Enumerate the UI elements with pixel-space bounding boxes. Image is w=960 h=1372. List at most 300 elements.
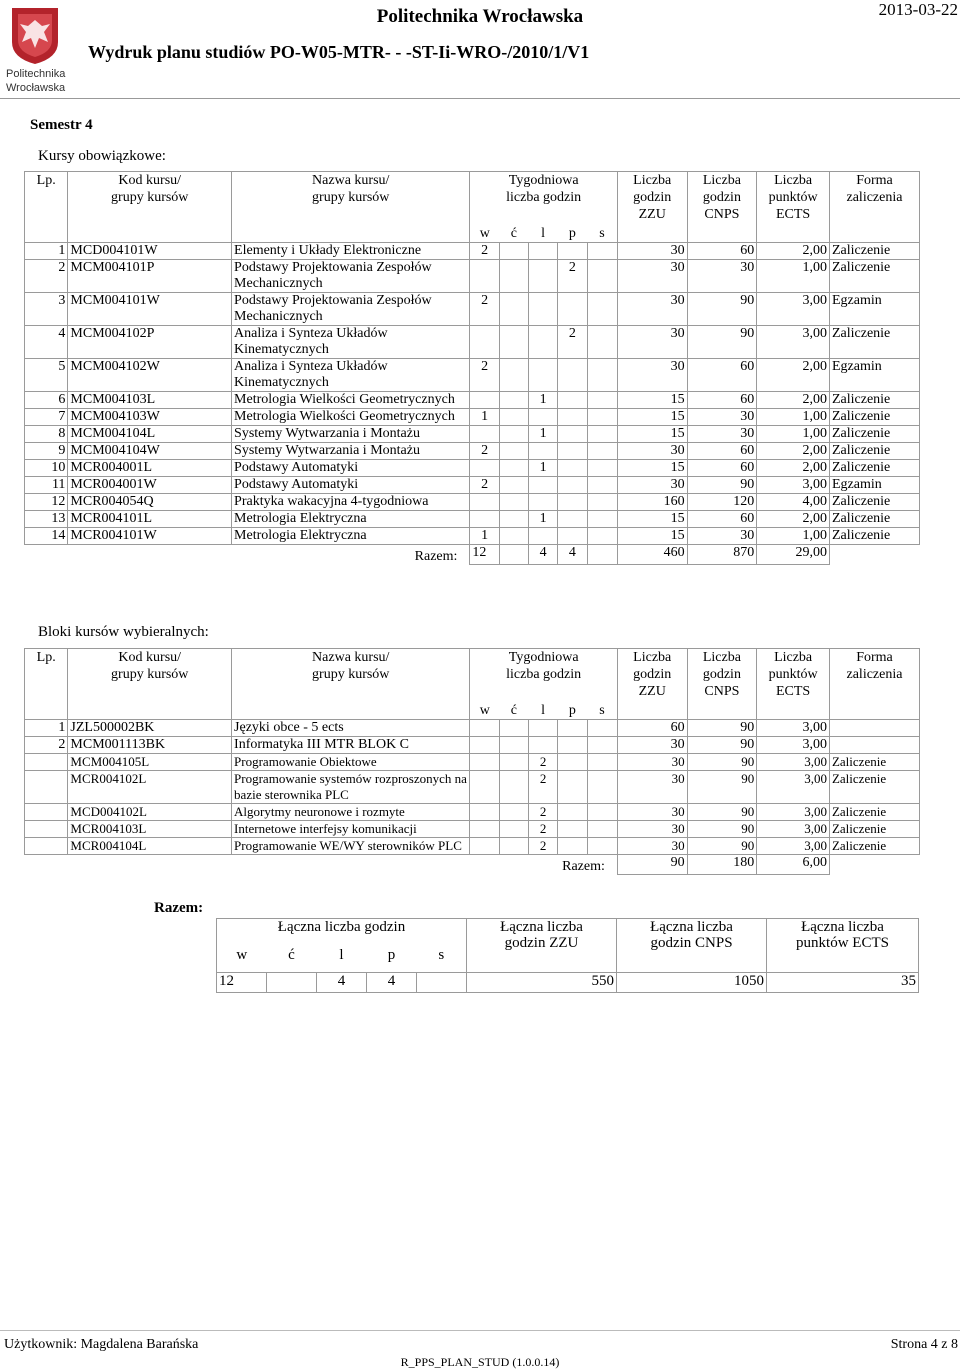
- university-name: Politechnika Wrocławska: [376, 6, 584, 27]
- course-cell-p: [558, 511, 587, 528]
- total-s: [587, 545, 617, 565]
- blk-col-l: l: [541, 702, 546, 718]
- logo-text-2: Wrocławska: [6, 82, 66, 94]
- course-cell-cnps: 60: [687, 243, 757, 260]
- course-cell-p: [558, 426, 587, 443]
- block-row: [25, 737, 920, 754]
- block-cell-w: [470, 720, 499, 737]
- block-row: [25, 771, 920, 804]
- course-row: [25, 359, 920, 392]
- course-cell-name: Podstawy Projektowania Zespołów Mechanicznych: [232, 260, 470, 293]
- course-cell-s: [587, 426, 617, 443]
- section-obligatory: Kursy obowiązkowe:: [38, 148, 166, 164]
- footer-code: R_PPS_PLAN_STUD (1.0.0.14): [400, 1355, 560, 1369]
- print-date: 2013-03-22: [878, 0, 958, 19]
- course-cell-form: Zaliczenie: [829, 511, 919, 528]
- course-cell-w: 2: [470, 243, 499, 260]
- block-cell-p: [558, 804, 587, 821]
- total-ects: 29,00: [757, 545, 830, 565]
- course-cell-code: MCR004054Q: [68, 494, 232, 511]
- course-row: [25, 293, 920, 326]
- course-cell-cnps: 30: [687, 528, 757, 545]
- course-cell-l: [528, 293, 557, 326]
- sum-col-s: s: [417, 947, 467, 973]
- course-cell-form: Zaliczenie: [829, 494, 919, 511]
- course-cell-s: [587, 409, 617, 426]
- blocks-total-label: Razem:: [562, 858, 605, 874]
- course-row: [25, 511, 920, 528]
- course-cell-cnps: 60: [687, 443, 757, 460]
- course-cell-zzu: 15: [617, 392, 687, 409]
- block-cell-lp: [25, 754, 68, 771]
- block-cell-ects: 3,00: [757, 838, 830, 855]
- block-cell-lp: [25, 771, 68, 804]
- footer-page: Strona 4 z 8: [890, 1337, 958, 1352]
- footer-user: Użytkownik: Magdalena Barańska: [4, 1337, 199, 1352]
- course-cell-s: [587, 392, 617, 409]
- summary-label: Razem:: [154, 900, 204, 916]
- summary-table: [216, 918, 919, 993]
- block-cell-ects: 3,00: [757, 737, 830, 754]
- course-cell-form: Zaliczenie: [829, 528, 919, 545]
- course-cell-cnps: 60: [687, 460, 757, 477]
- course-cell-c: [499, 460, 528, 477]
- block-row: [25, 821, 920, 838]
- logo-text-1: Politechnika: [6, 68, 66, 80]
- course-cell-name: Metrologia Elektryczna: [232, 511, 470, 528]
- sum-val-l: 4: [317, 973, 367, 993]
- block-cell-l: 2: [528, 838, 557, 855]
- block-cell-c: [499, 804, 528, 821]
- course-cell-w: 2: [470, 359, 499, 392]
- course-cell-w: [470, 494, 499, 511]
- course-cell-form: Zaliczenie: [829, 409, 919, 426]
- course-cell-c: [499, 359, 528, 392]
- course-cell-w: 1: [470, 409, 499, 426]
- course-cell-s: [587, 494, 617, 511]
- course-cell-ects: 3,00: [757, 326, 830, 359]
- course-cell-c: [499, 443, 528, 460]
- block-cell-name: Programowanie systemów rozproszonych na bazie sterownika PLC: [232, 771, 470, 804]
- course-cell-w: [470, 511, 499, 528]
- block-cell-cnps: 90: [687, 771, 757, 804]
- sum-col-p: p: [387, 946, 396, 963]
- summary-zzu-head: Łączna liczba godzin ZZU: [467, 919, 617, 973]
- course-cell-zzu: 30: [617, 359, 687, 392]
- block-cell-form: Zaliczenie: [829, 771, 919, 804]
- block-cell-p: [558, 754, 587, 771]
- course-cell-c: [499, 426, 528, 443]
- block-cell-cnps: 90: [687, 737, 757, 754]
- course-cell-ects: 1,00: [757, 528, 830, 545]
- course-cell-zzu: 30: [617, 243, 687, 260]
- course-cell-name: Systemy Wytwarzania i Montażu: [232, 426, 470, 443]
- col-form: Forma zaliczenia: [829, 172, 919, 243]
- course-cell-l: [528, 443, 557, 460]
- course-cell-lp: 1: [25, 243, 68, 260]
- block-cell-zzu: 30: [617, 804, 687, 821]
- course-cell-form: Egzamin: [829, 293, 919, 326]
- block-cell-p: [558, 737, 587, 754]
- sum-val-w: 12: [217, 973, 267, 993]
- block-cell-cnps: 90: [687, 720, 757, 737]
- course-cell-code: MCR004101W: [68, 528, 232, 545]
- course-cell-l: [528, 243, 557, 260]
- block-cell-zzu: 30: [617, 737, 687, 754]
- course-cell-form: Egzamin: [829, 359, 919, 392]
- course-cell-c: [499, 511, 528, 528]
- block-cell-w: [470, 821, 499, 838]
- block-cell-ects: 3,00: [757, 754, 830, 771]
- block-cell-s: [587, 737, 617, 754]
- col-l: l: [541, 225, 546, 241]
- course-cell-cnps: 120: [687, 494, 757, 511]
- block-cell-code: MCM004105L: [68, 754, 232, 771]
- block-cell-w: [470, 771, 499, 804]
- block-cell-p: [558, 720, 587, 737]
- course-cell-l: 1: [528, 392, 557, 409]
- course-row: [25, 477, 920, 494]
- course-cell-w: [470, 460, 499, 477]
- course-cell-s: [587, 293, 617, 326]
- block-cell-code: MCD004102L: [68, 804, 232, 821]
- course-cell-s: [587, 243, 617, 260]
- block-cell-cnps: 90: [687, 754, 757, 771]
- course-cell-c: [499, 260, 528, 293]
- block-cell-c: [499, 771, 528, 804]
- course-cell-s: [587, 477, 617, 494]
- course-cell-c: [499, 477, 528, 494]
- block-cell-l: 2: [528, 771, 557, 804]
- total-zzu: 460: [617, 545, 687, 565]
- course-cell-zzu: 30: [617, 477, 687, 494]
- block-cell-code: MCR004103L: [68, 821, 232, 838]
- course-cell-w: 1: [470, 528, 499, 545]
- block-cell-p: [558, 821, 587, 838]
- course-cell-p: [558, 443, 587, 460]
- course-cell-s: [587, 511, 617, 528]
- block-row: [25, 838, 920, 855]
- total-w: 12: [470, 545, 499, 565]
- block-cell-w: [470, 838, 499, 855]
- course-cell-c: [499, 326, 528, 359]
- block-cell-code: JZL500002BK: [68, 720, 232, 737]
- block-cell-form: [829, 737, 919, 754]
- sum-val-ects: 35: [767, 973, 919, 993]
- blocks-table: [24, 648, 920, 875]
- course-cell-ects: 1,00: [757, 260, 830, 293]
- total-l: 4: [528, 545, 557, 565]
- course-cell-ects: 1,00: [757, 409, 830, 426]
- course-cell-p: 2: [558, 260, 587, 293]
- summary-cnps-head: Łączna liczba godzin CNPS: [617, 919, 767, 973]
- course-cell-lp: 12: [25, 494, 68, 511]
- course-cell-ects: 3,00: [757, 477, 830, 494]
- block-cell-ects: 3,00: [757, 771, 830, 804]
- course-cell-p: [558, 477, 587, 494]
- blk-col-name: Nazwa kursu/ grupy kursów: [232, 649, 470, 720]
- document-title: Wydruk planu studiów PO-W05-MTR- - -ST-Ii-WRO-/2010/1/V1: [88, 42, 590, 62]
- block-cell-p: [558, 838, 587, 855]
- course-cell-lp: 10: [25, 460, 68, 477]
- course-cell-ects: 2,00: [757, 359, 830, 392]
- blk-col-weekly: Tygodniowa liczba godzin: [470, 649, 617, 702]
- course-row: [25, 528, 920, 545]
- course-cell-lp: 8: [25, 426, 68, 443]
- course-cell-w: [470, 392, 499, 409]
- course-cell-l: [528, 409, 557, 426]
- block-cell-w: [470, 804, 499, 821]
- block-row: [25, 720, 920, 737]
- sum-val-cnps: 1050: [617, 973, 767, 993]
- course-cell-cnps: 30: [687, 260, 757, 293]
- course-cell-p: [558, 392, 587, 409]
- course-cell-zzu: 15: [617, 528, 687, 545]
- course-cell-code: MCR004101L: [68, 511, 232, 528]
- blk-col-lp: Lp.: [25, 649, 68, 720]
- block-cell-form: Zaliczenie: [829, 754, 919, 771]
- course-cell-lp: 5: [25, 359, 68, 392]
- blocks-total-zzu: 90: [617, 855, 687, 875]
- block-cell-l: [528, 737, 557, 754]
- sum-col-l: l: [339, 946, 344, 963]
- course-cell-cnps: 30: [687, 409, 757, 426]
- sum-val-s: [417, 973, 467, 993]
- course-cell-w: 2: [470, 443, 499, 460]
- block-cell-code: MCR004102L: [68, 771, 232, 804]
- course-cell-ects: 2,00: [757, 243, 830, 260]
- block-row: [25, 804, 920, 821]
- blocks-total-cnps: 180: [687, 855, 757, 875]
- course-cell-lp: 7: [25, 409, 68, 426]
- col-cnps: Liczba godzin CNPS: [687, 172, 757, 243]
- course-cell-form: Zaliczenie: [829, 260, 919, 293]
- block-cell-s: [587, 754, 617, 771]
- course-cell-s: [587, 460, 617, 477]
- col-code: Kod kursu/ grupy kursów: [68, 172, 232, 243]
- course-row: [25, 326, 920, 359]
- course-cell-name: Analiza i Synteza Układów Kinematycznych: [232, 359, 470, 392]
- block-cell-ects: 3,00: [757, 720, 830, 737]
- course-cell-cnps: 90: [687, 293, 757, 326]
- block-cell-ects: 3,00: [757, 804, 830, 821]
- block-row: [25, 754, 920, 771]
- course-cell-l: [528, 528, 557, 545]
- course-cell-name: Praktyka wakacyjna 4-tygodniowa: [232, 494, 470, 511]
- block-cell-lp: 2: [25, 737, 68, 754]
- course-cell-l: 1: [528, 460, 557, 477]
- course-row: [25, 243, 920, 260]
- course-cell-ects: 2,00: [757, 392, 830, 409]
- course-cell-code: MCD004101W: [68, 243, 232, 260]
- course-row: [25, 443, 920, 460]
- course-cell-zzu: 160: [617, 494, 687, 511]
- col-name: Nazwa kursu/ grupy kursów: [232, 172, 470, 243]
- course-cell-form: Egzamin: [829, 477, 919, 494]
- course-cell-code: MCM004103L: [68, 392, 232, 409]
- course-cell-cnps: 60: [687, 392, 757, 409]
- total-p: 4: [558, 545, 587, 565]
- footer-divider: [0, 1330, 960, 1331]
- course-cell-lp: 4: [25, 326, 68, 359]
- block-cell-zzu: 60: [617, 720, 687, 737]
- block-cell-c: [499, 754, 528, 771]
- block-cell-c: [499, 838, 528, 855]
- course-cell-name: Metrologia Elektryczna: [232, 528, 470, 545]
- course-cell-s: [587, 528, 617, 545]
- block-cell-cnps: 90: [687, 804, 757, 821]
- course-cell-w: 2: [470, 293, 499, 326]
- course-cell-code: MCM004104W: [68, 443, 232, 460]
- course-cell-name: Metrologia Wielkości Geometrycznych: [232, 392, 470, 409]
- course-cell-lp: 2: [25, 260, 68, 293]
- course-cell-w: 2: [470, 477, 499, 494]
- course-row: [25, 260, 920, 293]
- block-cell-c: [499, 737, 528, 754]
- course-row: [25, 409, 920, 426]
- course-cell-zzu: 30: [617, 293, 687, 326]
- block-cell-lp: [25, 804, 68, 821]
- block-cell-w: [470, 737, 499, 754]
- block-cell-name: Programowanie Obiektowe: [232, 754, 470, 771]
- blk-col-ects: Liczba punktów ECTS: [757, 649, 830, 720]
- col-weekly: Tygodniowa liczba godzin: [470, 172, 617, 225]
- course-cell-p: [558, 460, 587, 477]
- course-cell-name: Podstawy Automatyki: [232, 460, 470, 477]
- course-cell-s: [587, 326, 617, 359]
- block-cell-l: 2: [528, 821, 557, 838]
- block-cell-code: MCM001113BK: [68, 737, 232, 754]
- block-cell-c: [499, 821, 528, 838]
- block-cell-ects: 3,00: [757, 821, 830, 838]
- course-cell-lp: 11: [25, 477, 68, 494]
- course-cell-cnps: 90: [687, 477, 757, 494]
- course-cell-name: Metrologia Wielkości Geometrycznych: [232, 409, 470, 426]
- block-cell-l: 2: [528, 804, 557, 821]
- course-cell-zzu: 30: [617, 443, 687, 460]
- course-cell-c: [499, 243, 528, 260]
- course-cell-w: [470, 426, 499, 443]
- course-cell-code: MCR004001L: [68, 460, 232, 477]
- sum-val-c: [267, 973, 317, 993]
- col-lp: Lp.: [25, 172, 68, 243]
- course-cell-lp: 3: [25, 293, 68, 326]
- course-cell-p: 2: [558, 326, 587, 359]
- block-cell-c: [499, 720, 528, 737]
- block-cell-zzu: 30: [617, 821, 687, 838]
- col-w: w: [470, 225, 499, 243]
- block-cell-cnps: 90: [687, 821, 757, 838]
- block-cell-l: [528, 720, 557, 737]
- block-cell-lp: [25, 821, 68, 838]
- block-cell-s: [587, 720, 617, 737]
- summary-total-hours: Łączna liczba godzin: [217, 919, 467, 947]
- block-cell-s: [587, 821, 617, 838]
- sum-val-p: 4: [367, 973, 417, 993]
- block-cell-name: Informatyka III MTR BLOK C: [232, 737, 470, 754]
- course-row: [25, 460, 920, 477]
- course-cell-name: Analiza i Synteza Układów Kinematycznych: [232, 326, 470, 359]
- blocks-total-ects: 6,00: [757, 855, 830, 875]
- course-cell-cnps: 60: [687, 359, 757, 392]
- block-cell-zzu: 30: [617, 838, 687, 855]
- course-cell-code: MCM004102P: [68, 326, 232, 359]
- semester-title: Semestr 4: [30, 117, 93, 133]
- col-s: s: [587, 225, 617, 243]
- block-cell-form: [829, 720, 919, 737]
- course-cell-c: [499, 528, 528, 545]
- course-cell-p: [558, 359, 587, 392]
- course-cell-lp: 9: [25, 443, 68, 460]
- course-cell-form: Zaliczenie: [829, 460, 919, 477]
- course-cell-l: 1: [528, 426, 557, 443]
- course-cell-lp: 13: [25, 511, 68, 528]
- block-cell-form: Zaliczenie: [829, 838, 919, 855]
- block-cell-form: Zaliczenie: [829, 821, 919, 838]
- course-cell-l: [528, 260, 557, 293]
- blk-col-code: Kod kursu/ grupy kursów: [68, 649, 232, 720]
- course-cell-form: Zaliczenie: [829, 426, 919, 443]
- col-p: p: [568, 225, 576, 241]
- blk-col-p: p: [568, 702, 576, 718]
- course-cell-code: MCM004102W: [68, 359, 232, 392]
- course-cell-ects: 2,00: [757, 460, 830, 477]
- blk-col-c: ć: [510, 702, 517, 718]
- block-cell-s: [587, 804, 617, 821]
- course-cell-s: [587, 443, 617, 460]
- block-cell-name: Języki obce - 5 ects: [232, 720, 470, 737]
- course-cell-ects: 4,00: [757, 494, 830, 511]
- sum-col-w: w: [217, 947, 267, 973]
- course-cell-ects: 3,00: [757, 293, 830, 326]
- course-cell-cnps: 60: [687, 511, 757, 528]
- block-cell-cnps: 90: [687, 838, 757, 855]
- course-cell-c: [499, 392, 528, 409]
- course-cell-w: [470, 326, 499, 359]
- course-cell-name: Elementy i Układy Elektroniczne: [232, 243, 470, 260]
- block-cell-w: [470, 754, 499, 771]
- course-cell-lp: 14: [25, 528, 68, 545]
- course-cell-form: Zaliczenie: [829, 326, 919, 359]
- course-cell-form: Zaliczenie: [829, 392, 919, 409]
- course-cell-c: [499, 409, 528, 426]
- block-cell-name: Programowanie WE/WY sterowników PLC: [232, 838, 470, 855]
- block-cell-lp: 1: [25, 720, 68, 737]
- course-cell-code: MCM004103W: [68, 409, 232, 426]
- course-cell-ects: 2,00: [757, 443, 830, 460]
- course-cell-code: MCM004104L: [68, 426, 232, 443]
- block-cell-l: 2: [528, 754, 557, 771]
- block-cell-code: MCR004104L: [68, 838, 232, 855]
- course-cell-zzu: 15: [617, 460, 687, 477]
- col-ects: Liczba punktów ECTS: [757, 172, 830, 243]
- block-cell-zzu: 30: [617, 771, 687, 804]
- course-cell-c: [499, 494, 528, 511]
- course-cell-name: Podstawy Projektowania Zespołów Mechanicznych: [232, 293, 470, 326]
- course-cell-cnps: 30: [687, 426, 757, 443]
- course-cell-l: [528, 359, 557, 392]
- block-cell-zzu: 30: [617, 754, 687, 771]
- courses-table: [24, 171, 920, 565]
- course-cell-form: Zaliczenie: [829, 443, 919, 460]
- blk-col-form: Forma zaliczenia: [829, 649, 919, 720]
- course-cell-code: MCR004001W: [68, 477, 232, 494]
- course-cell-code: MCM004101W: [68, 293, 232, 326]
- course-cell-p: [558, 293, 587, 326]
- course-cell-l: [528, 494, 557, 511]
- header-divider: [0, 98, 960, 99]
- course-row: [25, 392, 920, 409]
